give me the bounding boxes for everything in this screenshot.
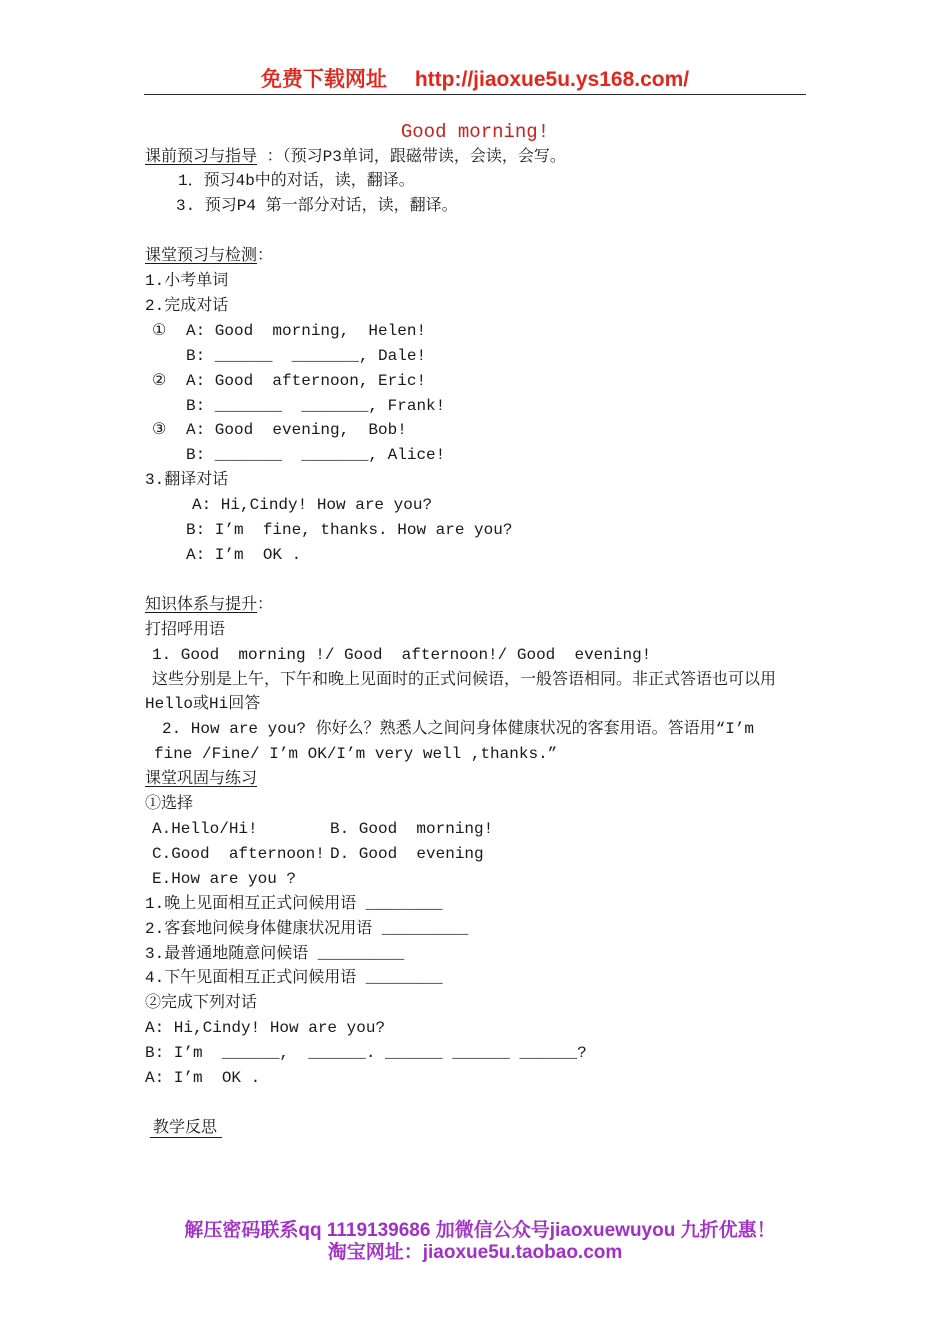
option-b: B. Good morning! — [330, 819, 494, 838]
classroom-check-heading-line — [0, 244, 950, 269]
blank-line — [0, 1091, 950, 1116]
practice-question: 2.客套地问候身体健康状况用语 _________ — [145, 919, 469, 938]
practice-dialogue-line: A: Hi,Cindy! How are you? — [145, 1019, 386, 1038]
practice-heading-line — [0, 767, 950, 792]
practice-dialogue-line: B: I’m ______, ______. ______ ______ ______? — [145, 1044, 587, 1063]
practice-question: 4.下午见面相互正式问候用语 ________ — [145, 969, 443, 988]
blank-line — [0, 568, 950, 593]
reflection-heading: 教学反思 — [150, 1119, 222, 1138]
translate-line: B: I’m fine, thanks. How are you? — [186, 521, 513, 540]
knowledge-note: 这些分别是上午，下午和晚上见面时的正式问候语，一般答语相同。非正式答语也可以用 — [152, 670, 777, 689]
practice-part1-title: ①选择 — [145, 795, 194, 814]
option-a: A.Hello/Hi! — [152, 819, 258, 838]
dialogue-number: ② — [152, 371, 167, 390]
dialogue-number: ① — [152, 321, 167, 340]
options-row — [0, 842, 950, 867]
dialogue-a-text: A: Good morning, Helen! — [186, 321, 427, 340]
dialogue-number: ③ — [152, 421, 167, 440]
preview-item: 1．预习4b中的对话，读，翻译。 — [178, 172, 415, 191]
page-title: Good morning! — [400, 121, 550, 143]
task-complete-dialogue: 2.完成对话 — [145, 296, 229, 315]
blank-line — [0, 219, 950, 244]
dialogue-line-a — [0, 319, 950, 344]
practice-question: 1.晚上见面相互正式问候用语 ________ — [145, 894, 443, 913]
header-rule — [144, 94, 806, 95]
heading-colon: ： — [257, 247, 274, 266]
knowledge-heading: 知识体系与提升 — [145, 595, 258, 614]
preview-guide-instructions: ：（预习P3单词，跟磁带读，会读，会写。 — [257, 147, 566, 166]
classroom-check-heading: 课堂预习与检测 — [145, 247, 258, 266]
option-e: E.How are you ? — [152, 869, 297, 888]
practice-dialogue-line: A: I’m OK . — [145, 1069, 261, 1088]
preview-item: 3. 预习P4 第一部分对话，读，翻译。 — [176, 197, 458, 216]
translate-line: A: I’m OK . — [186, 546, 302, 564]
task-vocab-quiz: 1.小考单词 — [145, 272, 229, 291]
option-d: D. Good evening — [330, 844, 484, 863]
dialogue-a-text: A: Good evening, Bob! — [186, 421, 407, 440]
dialogue-line-a — [0, 418, 950, 443]
options-row — [0, 817, 950, 842]
download-url: http://jiaoxue5u.ys168.com/ — [414, 68, 690, 91]
preview-guide-heading: 课前预习与指导 — [145, 147, 258, 166]
footer-shop-url: 淘宝网址：jiaoxue5u.taobao.com — [327, 1242, 623, 1263]
download-header — [0, 67, 950, 93]
download-label: 免费下载网址 — [260, 68, 387, 91]
practice-question: 3.最普通地随意问候语 _________ — [145, 944, 405, 963]
knowledge-point-1: 1. Good morning !/ Good afternoon!/ Good evening! — [152, 645, 652, 664]
knowledge-subheading: 打招呼用语 — [145, 620, 226, 639]
task-translate-dialogue: 3.翻译对话 — [145, 471, 229, 490]
dialogue-line-b: B: _______ _______, Frank! — [186, 396, 446, 415]
worksheet-body — [0, 145, 950, 1141]
knowledge-point-2-cont: fine /Fine/ I’m OK/I’m very well ,thanks.” — [154, 745, 558, 764]
knowledge-point-2: 2. How are you? 你好么？熟悉人之间问身体健康状况的客套用语。答语用“I’m — [162, 720, 755, 739]
dialogue-line-b: B: ______ _______, Dale! — [186, 346, 427, 365]
knowledge-heading-line — [0, 593, 950, 618]
practice-heading: 课堂巩固与练习 — [145, 770, 258, 789]
translate-line: A: Hi,Cindy! How are you? — [192, 496, 433, 515]
footer-contact: 解压密码联系qq 1119139686 加微信公众号jiaoxuewuyou 九折优惠！ — [184, 1220, 776, 1241]
dialogue-line-a — [0, 369, 950, 394]
dialogue-a-text: A: Good afternoon, Eric! — [186, 371, 427, 390]
reflection-heading-line — [0, 1116, 950, 1141]
preview-guide-heading-line — [0, 145, 950, 170]
option-c: C.Good afternoon! — [152, 844, 325, 863]
knowledge-note: Hello或Hi回答 — [145, 695, 261, 714]
practice-part2-title: ②完成下列对话 — [145, 994, 258, 1013]
dialogue-line-b: B: _______ _______, Alice! — [186, 446, 446, 465]
heading-colon: ： — [257, 595, 274, 614]
